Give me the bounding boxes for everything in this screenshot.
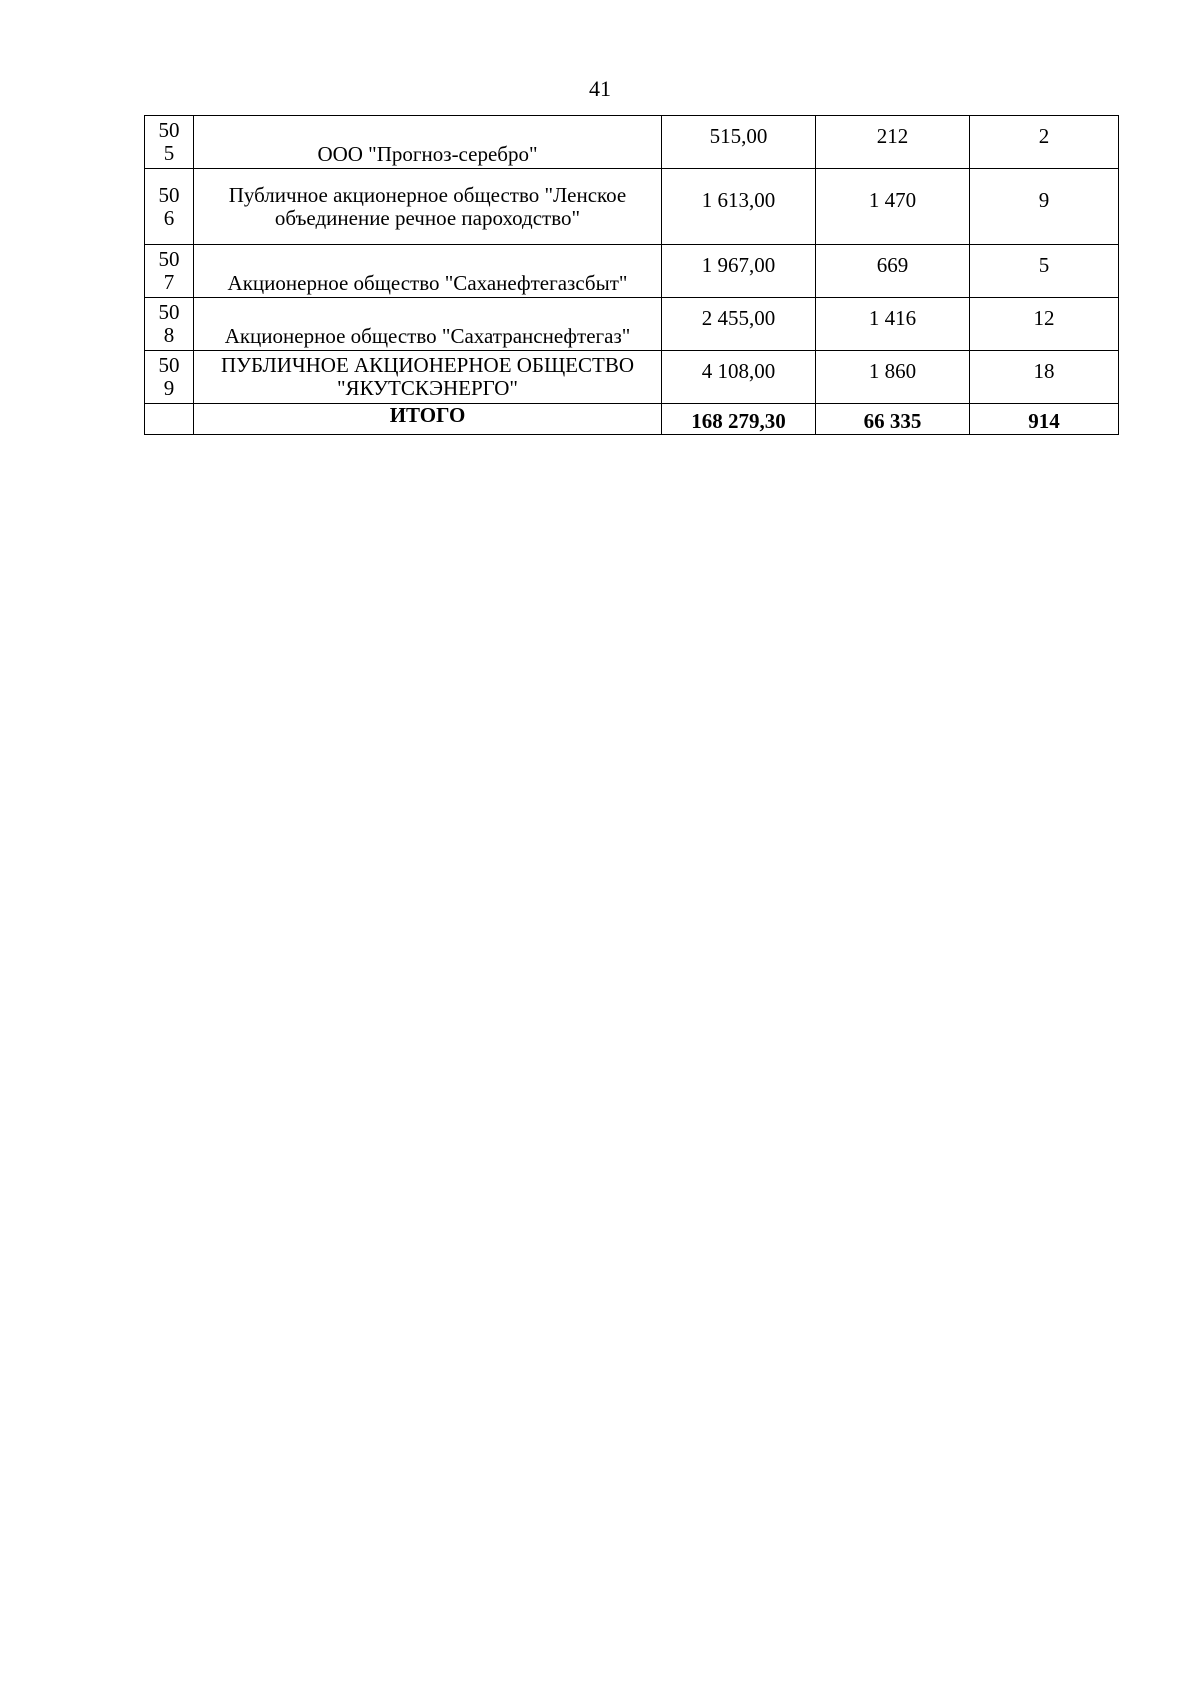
amount-cell: 515,00 [662,116,816,169]
total-row [145,404,1119,435]
organization-name: Акционерное общество "Саханефтегазсбыт" [194,245,662,298]
row-number-cell: 50 6 [145,169,194,245]
quantity-cell: 2 [970,116,1119,169]
amount-cell: 1 613,00 [662,169,816,245]
amount-cell: 2 455,00 [662,298,816,351]
row-number-cell: 50 5 [145,116,194,169]
quantity-cell: 18 [970,351,1119,404]
table-row [145,351,1119,404]
amount-cell: 1 967,00 [662,245,816,298]
count-cell: 669 [816,245,970,298]
table-row [145,298,1119,351]
count-cell: 1 416 [816,298,970,351]
page-number: 41 [589,76,611,101]
table-row [145,245,1119,298]
organization-name: Акционерное общество "Сахатранснефтегаз" [194,298,662,351]
count-cell: 1 860 [816,351,970,404]
quantity-cell: 12 [970,298,1119,351]
table-row [145,169,1119,245]
organizations-table [144,115,1119,435]
total-number-cell [145,404,194,435]
total-label: ИТОГО [194,404,662,435]
count-cell: 212 [816,116,970,169]
count-cell: 1 470 [816,169,970,245]
total-amount: 168 279,30 [662,404,816,435]
organization-name: Публичное акционерное общество "Ленское объединение речное пароходство" [194,169,662,245]
total-quantity: 914 [970,404,1119,435]
row-number-cell: 50 8 [145,298,194,351]
row-number-cell: 50 7 [145,245,194,298]
total-count: 66 335 [816,404,970,435]
amount-cell: 4 108,00 [662,351,816,404]
quantity-cell: 9 [970,169,1119,245]
table-row [145,116,1119,169]
organization-name: ООО "Прогноз-серебро" [194,116,662,169]
organization-name: ПУБЛИЧНОЕ АКЦИОНЕРНОЕ ОБЩЕСТВО "ЯКУТСКЭНЕРГО" [194,351,662,404]
quantity-cell: 5 [970,245,1119,298]
row-number-cell: 50 9 [145,351,194,404]
